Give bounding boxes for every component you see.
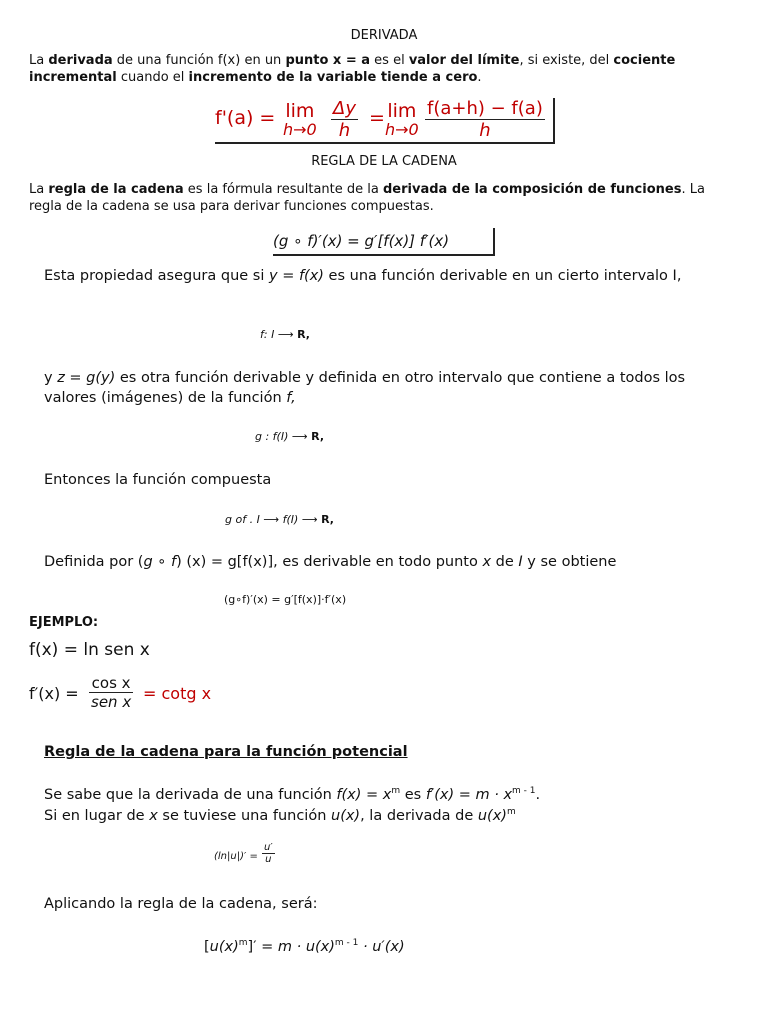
text: , la derivada de (360, 807, 478, 824)
map-domain: f: I (260, 328, 275, 341)
log-lhs: (ln|u|)′ = (214, 851, 258, 862)
derivative-result: = cotg x (143, 684, 212, 703)
math-text: f′(x) = m · x (425, 786, 513, 803)
math-text: x (149, 807, 158, 824)
bold-term: derivada (48, 53, 113, 68)
exponent: m (238, 938, 248, 948)
chain-rule-title: REGLA DE LA CADENA (311, 154, 457, 169)
formula-fraction-2 (425, 98, 545, 141)
intro-paragraph (29, 52, 741, 86)
exponent: m (391, 786, 401, 796)
log-fraction (262, 842, 275, 865)
arrow-glyph: ⟶ (263, 513, 280, 526)
property-paragraph-4 (44, 552, 734, 572)
math-text: · u′(x) (358, 938, 405, 955)
map-domain: g : f(I) (255, 430, 289, 443)
text: es una función derivable en un cierto intervalo I, (323, 268, 682, 284)
math-text: f, (286, 390, 296, 406)
power-paragraph-2 (44, 802, 744, 826)
bold-term: incremento de la variable tiende a cero (188, 70, 478, 85)
math-text: f(x) = x (336, 786, 392, 803)
formula-equals: = (369, 107, 385, 129)
power-paragraph-3: Aplicando la regla de la cadena, será: (44, 896, 318, 912)
example-label: EJEMPLO: (29, 615, 99, 630)
text: cuando el (116, 70, 189, 85)
text: de (491, 554, 519, 570)
text: de una función f(x) en un (112, 53, 286, 68)
lim-text: lim (387, 100, 417, 122)
fraction-denominator: sen x (91, 693, 132, 711)
text: Definida por ( (44, 554, 144, 570)
text: , si existe, del (519, 53, 614, 68)
mapping-formula-2 (255, 430, 324, 443)
text: Si en lugar de (44, 807, 150, 824)
fraction-denominator: h (479, 120, 491, 141)
math-text: g ∘ f (143, 554, 177, 570)
map-intermediate: f(I) (282, 513, 299, 526)
text: es otra función derivable y definida en otro intervalo que contiene a todos los valores (imágenes) de la función (44, 370, 686, 406)
exponent: m - 1 (512, 786, 536, 796)
math-text: m · u(x) (277, 938, 335, 955)
fraction-denominator: u (265, 854, 272, 865)
text: [ (204, 938, 210, 955)
property-paragraph-2 (44, 368, 704, 408)
fraction-numerator: Δy (333, 98, 356, 119)
map-codomain: R, (321, 513, 334, 526)
text: es la fórmula resultante de la (183, 182, 383, 197)
mapping-formula-3 (225, 513, 334, 526)
power-rule-title: Regla de la cadena para la función potencial (44, 744, 408, 760)
text: . (477, 70, 482, 85)
chain-intro-paragraph (29, 181, 741, 215)
formula-lhs: f'(a) = (215, 107, 276, 129)
text: . La regla de la cadena se usa para derivar funciones compuestas. (29, 182, 705, 214)
lim-subscript: h→0 (385, 119, 419, 139)
formula-fraction-1 (331, 98, 358, 141)
map-domain: g of . I (225, 513, 260, 526)
arrow-glyph: ⟶ (291, 430, 308, 443)
lim-subscript: h→0 (283, 119, 317, 139)
bold-term: punto x = a (285, 53, 371, 68)
text: Esta propiedad asegura que si (44, 268, 269, 284)
exponent: m - 1 (334, 938, 359, 948)
page-title: DERIVADA (350, 28, 418, 43)
map-codomain: R, (311, 430, 325, 443)
math-text: z = g(y) (57, 370, 116, 386)
fraction-numerator: u′ (264, 842, 273, 853)
text: y (44, 370, 58, 386)
fraction-denominator: h (338, 120, 351, 141)
mapping-formula-1 (260, 328, 310, 341)
text: ) (x) = g[f(x)], es derivable en todo punto (176, 554, 483, 570)
derivative-fraction (89, 674, 133, 711)
exponent: m (506, 807, 516, 817)
map-codomain: R, (297, 328, 310, 341)
fraction-numerator: f(a+h) − f(a) (427, 98, 543, 119)
bold-term: derivada de la composición de funciones (382, 182, 682, 197)
math-text: y = f(x) (269, 268, 324, 284)
bold-term: regla de la cadena (48, 182, 184, 197)
derivative-lhs: f′(x) = (29, 684, 79, 703)
arrow-glyph: ⟶ (301, 513, 318, 526)
bold-term: cociente incremental (29, 53, 676, 85)
math-text: u(x) (209, 938, 239, 955)
arrow-glyph: ⟶ (277, 328, 294, 341)
text: La (29, 53, 49, 68)
math-text: x (482, 554, 492, 570)
chain-rule-formula-small: (g∘f)′(x) = g′[f(x)]·f′(x) (224, 593, 347, 606)
formula-lim-2 (385, 102, 419, 139)
fraction-numerator: cos x (89, 674, 133, 693)
math-text: u(x) (331, 807, 361, 824)
text: La (29, 182, 49, 197)
bold-term: valor del límite (408, 53, 520, 68)
text: . (535, 786, 541, 803)
text: se tuviese una función (157, 807, 331, 824)
text: y se obtiene (522, 554, 617, 570)
math-text: I (518, 554, 523, 570)
chain-rule-formula: (g ∘ f)′(x) = g′[f(x)] f′(x) (273, 228, 495, 256)
text: es (400, 786, 426, 803)
text: es el (370, 53, 409, 68)
power-chain-formula (204, 933, 405, 957)
derivative-definition-formula (215, 98, 555, 144)
property-paragraph-1 (44, 266, 714, 286)
text: ]′ = (247, 938, 278, 955)
text: Se sabe que la derivada de una función (44, 786, 337, 803)
property-paragraph-3: Entonces la función compuesta (44, 472, 272, 488)
lim-text: lim (285, 100, 315, 122)
math-text: u(x) (477, 807, 507, 824)
example-function: f(x) = ln sen x (29, 640, 150, 660)
formula-lim-1 (283, 102, 317, 139)
